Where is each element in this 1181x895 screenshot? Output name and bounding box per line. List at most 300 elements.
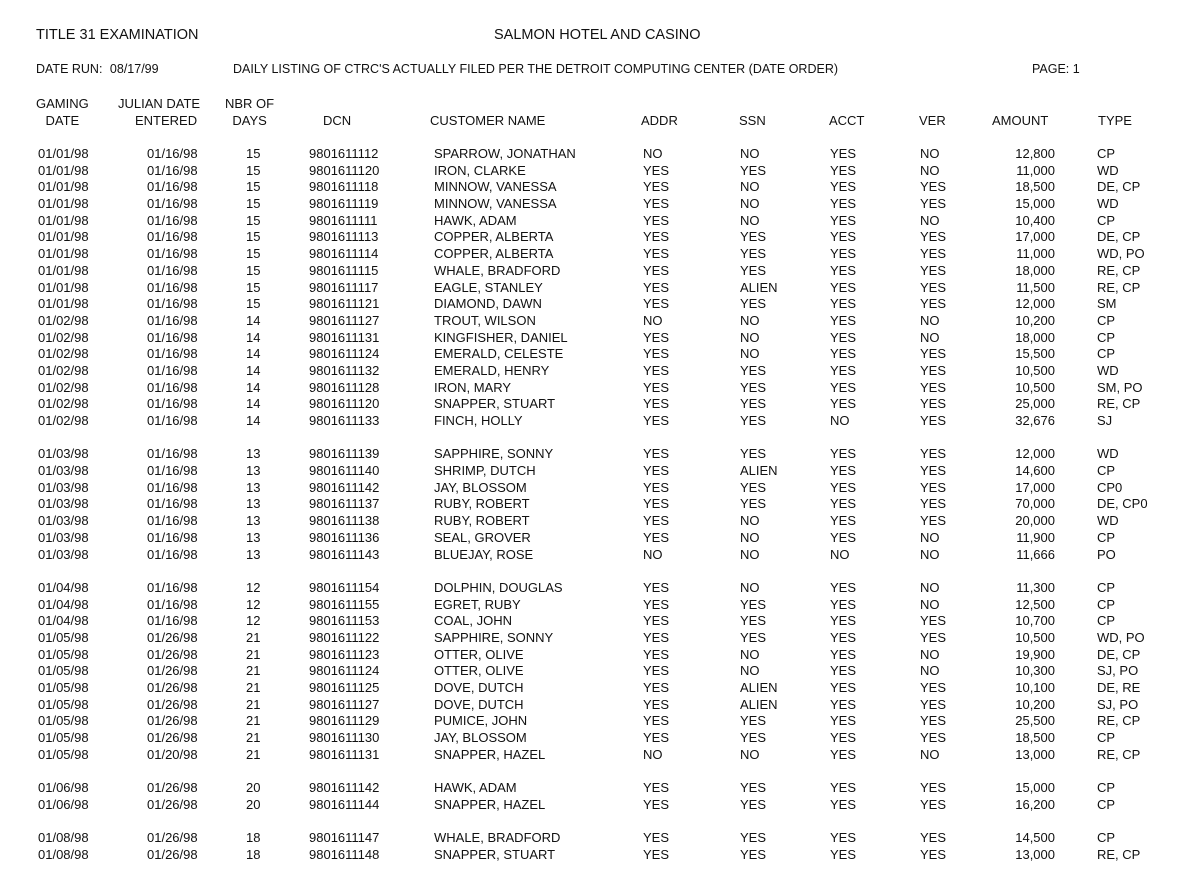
cell-julian-date: 01/16/98 bbox=[147, 596, 198, 612]
cell-addr: YES bbox=[643, 229, 670, 245]
cell-gaming-date: 01/05/98 bbox=[38, 730, 89, 746]
cell-addr: YES bbox=[643, 346, 670, 362]
cell-addr: YES bbox=[643, 262, 670, 278]
cell-amount: 10,500 bbox=[1015, 362, 1055, 378]
cell-julian-date: 01/16/98 bbox=[147, 296, 198, 312]
cell-ssn: NO bbox=[740, 579, 760, 595]
cell-amount: 17,000 bbox=[1015, 229, 1055, 245]
cell-type: RE, CP bbox=[1097, 396, 1141, 412]
cell-ssn: YES bbox=[740, 446, 767, 462]
cell-acct: YES bbox=[830, 579, 857, 595]
cell-customer-name: IRON, MARY bbox=[434, 379, 512, 395]
cell-nbr-days: 18 bbox=[246, 846, 261, 862]
cell-addr: YES bbox=[643, 279, 670, 295]
cell-type: SJ, PO bbox=[1097, 696, 1139, 712]
cell-ssn: NO bbox=[740, 312, 760, 328]
cell-acct: YES bbox=[830, 262, 857, 278]
cell-amount: 19,900 bbox=[1015, 646, 1055, 662]
cell-gaming-date: 01/02/98 bbox=[38, 379, 89, 395]
cell-julian-date: 01/26/98 bbox=[147, 663, 198, 679]
cell-nbr-days: 15 bbox=[246, 262, 261, 278]
cell-amount: 10,200 bbox=[1015, 312, 1055, 328]
cell-acct: YES bbox=[830, 212, 857, 228]
cell-nbr-days: 14 bbox=[246, 396, 261, 412]
cell-nbr-days: 21 bbox=[246, 663, 261, 679]
cell-addr: YES bbox=[643, 680, 670, 695]
cell-type: WD bbox=[1097, 362, 1119, 378]
cell-nbr-days: 15 bbox=[246, 279, 261, 295]
table-row bbox=[0, 213, 1181, 230]
cell-gaming-date: 01/04/98 bbox=[38, 596, 89, 612]
cell-nbr-days: 21 bbox=[246, 696, 261, 712]
report-title: TITLE 31 EXAMINATION bbox=[36, 27, 199, 43]
cell-ssn: NO bbox=[740, 746, 760, 762]
cell-addr: YES bbox=[643, 329, 670, 345]
cell-nbr-days: 18 bbox=[246, 830, 261, 846]
col-header-addr: ADDR bbox=[641, 113, 678, 128]
cell-customer-name: JAY, BLOSSOM bbox=[434, 479, 527, 495]
cell-acct: YES bbox=[830, 496, 857, 512]
cell-acct: YES bbox=[830, 379, 857, 395]
cell-ssn: NO bbox=[740, 212, 760, 228]
cell-julian-date: 01/16/98 bbox=[147, 413, 198, 428]
cell-nbr-days: 21 bbox=[246, 680, 261, 695]
cell-type: CP bbox=[1097, 830, 1116, 846]
cell-acct: YES bbox=[830, 796, 857, 812]
table-row bbox=[0, 179, 1181, 196]
cell-customer-name: OTTER, OLIVE bbox=[434, 646, 524, 662]
cell-type: SM, PO bbox=[1097, 379, 1143, 395]
cell-ssn: NO bbox=[740, 529, 760, 545]
table-row bbox=[0, 680, 1181, 697]
cell-type: SJ bbox=[1097, 413, 1113, 428]
table-row bbox=[0, 346, 1181, 363]
cell-gaming-date: 01/03/98 bbox=[38, 446, 89, 462]
cell-julian-date: 01/26/98 bbox=[147, 730, 198, 746]
cell-amount: 18,000 bbox=[1015, 262, 1055, 278]
cell-amount: 20,000 bbox=[1015, 513, 1055, 529]
col-header-line: NBR OF bbox=[225, 96, 275, 111]
cell-customer-name: DOLPHIN, DOUGLAS bbox=[434, 579, 563, 595]
cell-acct: YES bbox=[830, 746, 857, 762]
cell-type: WD, PO bbox=[1097, 629, 1145, 645]
table-row bbox=[0, 413, 1181, 430]
cell-amount: 11,300 bbox=[1016, 579, 1055, 595]
cell-type: DE, CP0 bbox=[1097, 496, 1148, 512]
cell-type: CP bbox=[1097, 579, 1116, 595]
cell-ssn: YES bbox=[740, 629, 767, 645]
cell-gaming-date: 01/05/98 bbox=[38, 646, 89, 662]
cell-customer-name: JAY, BLOSSOM bbox=[434, 730, 527, 746]
col-header-dcn: DCN bbox=[323, 113, 352, 128]
cell-dcn: 9801611125 bbox=[309, 680, 380, 695]
cell-gaming-date: 01/05/98 bbox=[38, 663, 89, 679]
col-header-amount: AMOUNT bbox=[992, 113, 1049, 128]
cell-ssn: NO bbox=[740, 663, 760, 679]
col-header-customer-name: CUSTOMER NAME bbox=[430, 113, 546, 128]
cell-customer-name: COPPER, ALBERTA bbox=[434, 229, 554, 245]
cell-amount: 11,000 bbox=[1016, 246, 1055, 262]
cell-customer-name: SNAPPER, STUART bbox=[434, 396, 556, 412]
cell-addr: YES bbox=[643, 730, 670, 746]
cell-dcn: 9801611136 bbox=[309, 529, 380, 545]
cell-type: CP bbox=[1097, 596, 1116, 612]
cell-addr: YES bbox=[643, 463, 670, 479]
cell-addr: NO bbox=[643, 546, 663, 562]
cell-acct: YES bbox=[830, 279, 857, 295]
cell-gaming-date: 01/01/98 bbox=[38, 262, 89, 278]
cell-dcn: 9801611118 bbox=[309, 179, 379, 195]
cell-nbr-days: 21 bbox=[246, 629, 261, 645]
col-header-line: DAYS bbox=[232, 113, 267, 128]
table-row bbox=[0, 163, 1181, 180]
cell-amount: 25,500 bbox=[1015, 713, 1055, 729]
cell-type: CP bbox=[1097, 463, 1116, 479]
cell-dcn: 9801611137 bbox=[309, 496, 380, 512]
cell-acct: YES bbox=[830, 780, 857, 796]
cell-amount: 18,000 bbox=[1015, 329, 1055, 345]
cell-ssn: YES bbox=[740, 830, 767, 846]
cell-nbr-days: 14 bbox=[246, 329, 261, 345]
table-row bbox=[0, 146, 1181, 163]
cell-addr: YES bbox=[643, 246, 670, 262]
cell-nbr-days: 12 bbox=[246, 596, 261, 612]
cell-type: CP bbox=[1097, 146, 1116, 161]
table-row bbox=[0, 380, 1181, 397]
cell-ver: YES bbox=[920, 479, 947, 495]
cell-gaming-date: 01/06/98 bbox=[38, 796, 89, 812]
cell-amount: 13,000 bbox=[1015, 746, 1055, 762]
cell-customer-name: DOVE, DUTCH bbox=[434, 696, 524, 712]
cell-amount: 10,200 bbox=[1015, 696, 1055, 712]
cell-nbr-days: 14 bbox=[246, 413, 261, 428]
cell-type: CP bbox=[1097, 212, 1116, 228]
cell-ver: YES bbox=[920, 413, 947, 428]
table-row bbox=[0, 480, 1181, 497]
cell-julian-date: 01/16/98 bbox=[147, 362, 198, 378]
cell-dcn: 9801611142 bbox=[309, 780, 380, 796]
cell-customer-name: WHALE, BRADFORD bbox=[434, 262, 561, 278]
cell-amount: 18,500 bbox=[1015, 179, 1055, 195]
cell-dcn: 9801611139 bbox=[309, 446, 380, 462]
cell-addr: YES bbox=[643, 713, 670, 729]
cell-acct: YES bbox=[830, 146, 857, 161]
cell-ssn: YES bbox=[740, 713, 767, 729]
table-row bbox=[0, 797, 1181, 814]
cell-customer-name: SEAL, GROVER bbox=[434, 529, 531, 545]
cell-ssn: YES bbox=[740, 479, 767, 495]
cell-addr: YES bbox=[643, 613, 670, 629]
table-row bbox=[0, 513, 1181, 530]
cell-julian-date: 01/16/98 bbox=[147, 446, 198, 462]
cell-ssn: YES bbox=[740, 613, 767, 629]
cell-dcn: 9801611142 bbox=[309, 479, 380, 495]
cell-amount: 12,000 bbox=[1015, 296, 1055, 312]
cell-acct: YES bbox=[830, 846, 857, 862]
cell-ssn: YES bbox=[740, 262, 767, 278]
cell-dcn: 9801611121 bbox=[309, 296, 380, 312]
cell-acct: YES bbox=[830, 229, 857, 245]
cell-acct: YES bbox=[830, 629, 857, 645]
cell-dcn: 9801611155 bbox=[309, 596, 380, 612]
cell-type: WD bbox=[1097, 446, 1119, 462]
cell-gaming-date: 01/02/98 bbox=[38, 362, 89, 378]
cell-julian-date: 01/16/98 bbox=[147, 379, 198, 395]
cell-type: DE, CP bbox=[1097, 229, 1141, 245]
cell-ver: NO bbox=[920, 579, 940, 595]
cell-ver: YES bbox=[920, 179, 947, 195]
cell-acct: YES bbox=[830, 179, 857, 195]
cell-ssn: YES bbox=[740, 162, 767, 178]
cell-addr: YES bbox=[643, 379, 670, 395]
cell-gaming-date: 01/02/98 bbox=[38, 346, 89, 362]
cell-acct: YES bbox=[830, 446, 857, 462]
col-header-line: JULIAN DATE bbox=[118, 96, 201, 111]
col-header-ssn: SSN bbox=[739, 113, 766, 128]
cell-nbr-days: 15 bbox=[246, 212, 261, 228]
cell-nbr-days: 13 bbox=[246, 446, 261, 462]
cell-addr: YES bbox=[643, 663, 670, 679]
cell-dcn: 9801611131 bbox=[309, 746, 380, 762]
establishment-name: SALMON HOTEL AND CASINO bbox=[494, 27, 701, 43]
table-row bbox=[0, 730, 1181, 747]
cell-addr: YES bbox=[643, 362, 670, 378]
cell-nbr-days: 21 bbox=[246, 746, 261, 762]
cell-gaming-date: 01/05/98 bbox=[38, 696, 89, 712]
cell-ssn: YES bbox=[740, 396, 767, 412]
cell-nbr-days: 13 bbox=[246, 546, 261, 562]
cell-dcn: 9801611129 bbox=[309, 713, 380, 729]
col-header-gaming-date bbox=[36, 95, 89, 129]
table-row bbox=[0, 196, 1181, 213]
cell-acct: YES bbox=[830, 830, 857, 846]
cell-gaming-date: 01/05/98 bbox=[38, 713, 89, 729]
cell-ver: YES bbox=[920, 346, 947, 362]
table-row bbox=[0, 330, 1181, 347]
cell-customer-name: SAPPHIRE, SONNY bbox=[434, 629, 554, 645]
cell-dcn: 9801611128 bbox=[309, 379, 380, 395]
cell-type: WD bbox=[1097, 513, 1119, 529]
cell-addr: YES bbox=[643, 296, 670, 312]
cell-gaming-date: 01/05/98 bbox=[38, 746, 89, 762]
cell-nbr-days: 15 bbox=[246, 196, 261, 212]
col-header-ver: VER bbox=[919, 113, 946, 128]
cell-julian-date: 01/16/98 bbox=[147, 463, 198, 479]
cell-nbr-days: 13 bbox=[246, 479, 261, 495]
cell-nbr-days: 15 bbox=[246, 229, 261, 245]
cell-julian-date: 01/26/98 bbox=[147, 713, 198, 729]
cell-julian-date: 01/16/98 bbox=[147, 146, 198, 161]
cell-addr: YES bbox=[643, 162, 670, 178]
cell-dcn: 9801611127 bbox=[309, 312, 380, 328]
cell-ssn: YES bbox=[740, 596, 767, 612]
cell-type: PO bbox=[1097, 546, 1116, 562]
cell-addr: NO bbox=[643, 746, 663, 762]
cell-amount: 10,400 bbox=[1015, 212, 1055, 228]
cell-nbr-days: 14 bbox=[246, 312, 261, 328]
cell-customer-name: PUMICE, JOHN bbox=[434, 713, 528, 729]
cell-dcn: 9801611132 bbox=[309, 362, 380, 378]
cell-dcn: 9801611140 bbox=[309, 463, 380, 479]
cell-amount: 14,600 bbox=[1015, 463, 1055, 479]
cell-julian-date: 01/16/98 bbox=[147, 279, 198, 295]
cell-amount: 17,000 bbox=[1015, 479, 1055, 495]
cell-dcn: 9801611133 bbox=[309, 413, 380, 428]
col-header-line: DATE bbox=[45, 113, 80, 128]
cell-customer-name: KINGFISHER, DANIEL bbox=[434, 329, 568, 345]
cell-acct: YES bbox=[830, 730, 857, 746]
cell-customer-name: SNAPPER, STUART bbox=[434, 846, 556, 862]
cell-gaming-date: 01/03/98 bbox=[38, 479, 89, 495]
cell-addr: YES bbox=[643, 780, 670, 796]
cell-julian-date: 01/26/98 bbox=[147, 830, 198, 846]
cell-gaming-date: 01/02/98 bbox=[38, 396, 89, 412]
cell-julian-date: 01/20/98 bbox=[147, 746, 198, 762]
cell-gaming-date: 01/02/98 bbox=[38, 329, 89, 345]
cell-nbr-days: 13 bbox=[246, 463, 261, 479]
cell-customer-name: SNAPPER, HAZEL bbox=[434, 796, 546, 812]
cell-nbr-days: 21 bbox=[246, 713, 261, 729]
cell-nbr-days: 13 bbox=[246, 496, 261, 512]
cell-ver: YES bbox=[920, 496, 947, 512]
cell-gaming-date: 01/01/98 bbox=[38, 162, 89, 178]
cell-ver: NO bbox=[920, 162, 940, 178]
cell-dcn: 9801611117 bbox=[309, 279, 379, 295]
cell-type: CP bbox=[1097, 312, 1116, 328]
ctr-listing-table bbox=[0, 146, 1181, 864]
cell-ver: YES bbox=[920, 246, 947, 262]
cell-amount: 11,000 bbox=[1016, 162, 1055, 178]
cell-nbr-days: 15 bbox=[246, 146, 261, 161]
cell-dcn: 9801611127 bbox=[309, 696, 380, 712]
cell-amount: 10,500 bbox=[1015, 629, 1055, 645]
cell-ssn: NO bbox=[740, 646, 760, 662]
cell-addr: YES bbox=[643, 846, 670, 862]
cell-acct: YES bbox=[830, 713, 857, 729]
cell-type: DE, CP bbox=[1097, 179, 1141, 195]
col-header-type: TYPE bbox=[1098, 113, 1132, 128]
cell-acct: YES bbox=[830, 196, 857, 212]
cell-customer-name: EAGLE, STANLEY bbox=[434, 279, 543, 295]
table-row bbox=[0, 830, 1181, 847]
cell-gaming-date: 01/04/98 bbox=[38, 613, 89, 629]
cell-ver: NO bbox=[920, 646, 940, 662]
cell-julian-date: 01/26/98 bbox=[147, 680, 198, 695]
cell-type: CP bbox=[1097, 780, 1116, 796]
cell-type: CP bbox=[1097, 730, 1116, 746]
cell-customer-name: OTTER, OLIVE bbox=[434, 663, 524, 679]
cell-customer-name: SPARROW, JONATHAN bbox=[434, 146, 576, 161]
cell-customer-name: FINCH, HOLLY bbox=[434, 413, 523, 428]
cell-nbr-days: 12 bbox=[246, 613, 261, 629]
table-row bbox=[0, 280, 1181, 297]
cell-gaming-date: 01/01/98 bbox=[38, 146, 89, 161]
cell-julian-date: 01/16/98 bbox=[147, 496, 198, 512]
page-label: PAGE: bbox=[1032, 62, 1070, 76]
cell-ssn: YES bbox=[740, 362, 767, 378]
page-indicator bbox=[1032, 62, 1080, 76]
cell-acct: YES bbox=[830, 329, 857, 345]
cell-customer-name: TROUT, WILSON bbox=[434, 312, 536, 328]
cell-addr: YES bbox=[643, 446, 670, 462]
cell-dcn: 9801611123 bbox=[309, 646, 380, 662]
cell-gaming-date: 01/01/98 bbox=[38, 212, 89, 228]
report-description: DAILY LISTING OF CTRC'S ACTUALLY FILED PER THE DETROIT COMPUTING CENTER (DATE ORDER) bbox=[233, 62, 839, 76]
cell-nbr-days: 15 bbox=[246, 246, 261, 262]
cell-acct: YES bbox=[830, 646, 857, 662]
cell-dcn: 9801611112 bbox=[309, 146, 379, 161]
cell-customer-name: RUBY, ROBERT bbox=[434, 496, 530, 512]
col-header-line: ENTERED bbox=[134, 113, 198, 128]
cell-acct: YES bbox=[830, 246, 857, 262]
table-row bbox=[0, 647, 1181, 664]
table-row bbox=[0, 613, 1181, 630]
cell-ssn: YES bbox=[740, 796, 767, 812]
cell-gaming-date: 01/05/98 bbox=[38, 629, 89, 645]
cell-amount: 16,200 bbox=[1015, 796, 1055, 812]
cell-addr: YES bbox=[643, 513, 670, 529]
cell-julian-date: 01/16/98 bbox=[147, 246, 198, 262]
cell-julian-date: 01/16/98 bbox=[147, 196, 198, 212]
cell-ver: YES bbox=[920, 796, 947, 812]
cell-nbr-days: 20 bbox=[246, 796, 261, 812]
cell-julian-date: 01/16/98 bbox=[147, 179, 198, 195]
table-row bbox=[0, 713, 1181, 730]
cell-nbr-days: 14 bbox=[246, 362, 261, 378]
col-header-acct: ACCT bbox=[829, 113, 865, 128]
cell-type: RE, CP bbox=[1097, 262, 1141, 278]
cell-dcn: 9801611119 bbox=[309, 196, 379, 212]
cell-ver: YES bbox=[920, 362, 947, 378]
cell-nbr-days: 14 bbox=[246, 346, 261, 362]
cell-ver: YES bbox=[920, 262, 947, 278]
cell-acct: YES bbox=[830, 362, 857, 378]
table-row bbox=[0, 697, 1181, 714]
table-row bbox=[0, 246, 1181, 263]
cell-dcn: 9801611111 bbox=[309, 212, 378, 228]
cell-ssn: NO bbox=[740, 513, 760, 529]
table-row bbox=[0, 263, 1181, 280]
cell-acct: YES bbox=[830, 396, 857, 412]
cell-ver: YES bbox=[920, 396, 947, 412]
cell-ver: YES bbox=[920, 730, 947, 746]
cell-amount: 11,900 bbox=[1016, 529, 1055, 545]
cell-ver: YES bbox=[920, 279, 947, 295]
cell-dcn: 9801611154 bbox=[309, 579, 380, 595]
cell-gaming-date: 01/03/98 bbox=[38, 529, 89, 545]
cell-ver: YES bbox=[920, 513, 947, 529]
table-row bbox=[0, 847, 1181, 864]
cell-julian-date: 01/16/98 bbox=[147, 529, 198, 545]
cell-dcn: 9801611115 bbox=[309, 262, 379, 278]
cell-acct: YES bbox=[830, 696, 857, 712]
cell-dcn: 9801611147 bbox=[309, 830, 380, 846]
cell-nbr-days: 20 bbox=[246, 780, 261, 796]
cell-type: WD bbox=[1097, 196, 1119, 212]
table-row bbox=[0, 597, 1181, 614]
cell-ver: YES bbox=[920, 463, 947, 479]
cell-ver: YES bbox=[920, 830, 947, 846]
cell-gaming-date: 01/01/98 bbox=[38, 279, 89, 295]
cell-ssn: YES bbox=[740, 730, 767, 746]
cell-acct: YES bbox=[830, 513, 857, 529]
cell-acct: NO bbox=[830, 546, 850, 562]
cell-customer-name: WHALE, BRADFORD bbox=[434, 830, 561, 846]
cell-gaming-date: 01/01/98 bbox=[38, 179, 89, 195]
cell-amount: 14,500 bbox=[1015, 830, 1055, 846]
cell-addr: YES bbox=[643, 830, 670, 846]
cell-gaming-date: 01/08/98 bbox=[38, 830, 89, 846]
